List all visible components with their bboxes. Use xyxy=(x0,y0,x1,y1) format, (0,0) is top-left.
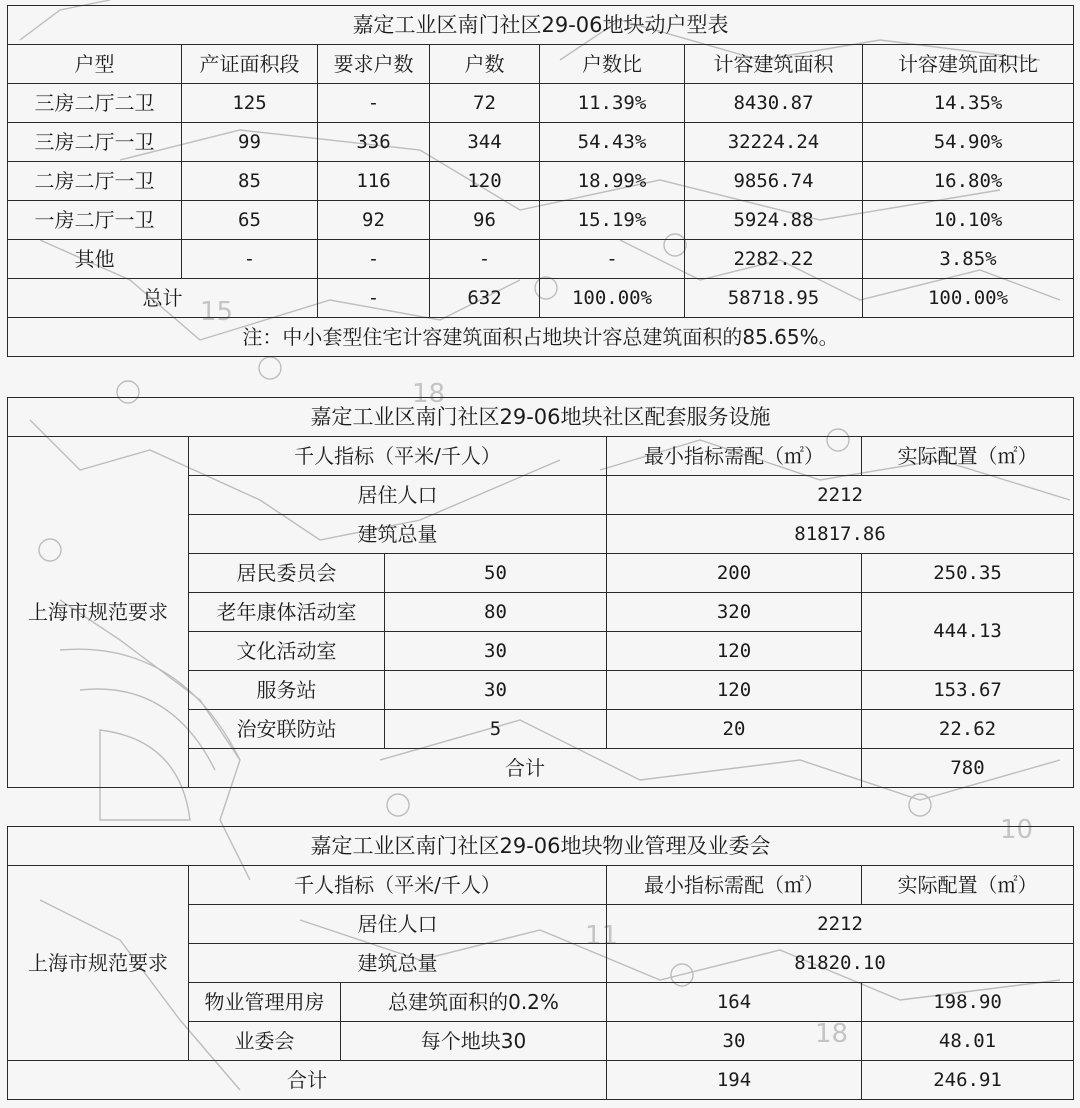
floor-area-value: 81817.86 xyxy=(607,515,1074,554)
floor-area-label: 建筑总量 xyxy=(189,944,607,983)
cell: 92 xyxy=(318,201,430,240)
cell: 20 xyxy=(607,710,862,749)
column-header: 实际配置（㎡） xyxy=(862,866,1074,905)
total-row xyxy=(8,279,1074,318)
group-label: 上海市规范要求 xyxy=(8,437,189,788)
facility-name: 老年康体活动室 xyxy=(189,593,385,632)
cell: 三房二厅二卫 xyxy=(8,84,182,123)
table-row xyxy=(8,240,1074,279)
cell: 54.90% xyxy=(863,123,1074,162)
cell: 5924.88 xyxy=(685,201,863,240)
cell: 153.67 xyxy=(862,671,1074,710)
property-management-table xyxy=(7,826,1074,1100)
cell: 85 xyxy=(182,162,318,201)
facility-name: 物业管理用房 xyxy=(189,983,341,1022)
cell: - xyxy=(430,240,540,279)
total-label: 合计 xyxy=(8,1061,607,1100)
cell: 32224.24 xyxy=(685,123,863,162)
column-header: 最小指标需配（㎡） xyxy=(607,437,862,476)
population-label: 居住人口 xyxy=(189,905,607,944)
cell: 632 xyxy=(430,279,540,318)
facility-name: 治安联防站 xyxy=(189,710,385,749)
cell: 总建筑面积的0.2% xyxy=(341,983,607,1022)
cell: 8430.87 xyxy=(685,84,863,123)
cell: 100.00% xyxy=(863,279,1074,318)
cell: 15.19% xyxy=(540,201,685,240)
cell: 16.80% xyxy=(863,162,1074,201)
column-header: 千人指标（平米/千人） xyxy=(189,866,607,905)
table-note: 注：中小套型住宅计容建筑面积占地块计容总建筑面积的85.65%。 xyxy=(8,318,1074,357)
cell: 164 xyxy=(607,983,862,1022)
total-label: 合计 xyxy=(189,749,862,788)
facility-name: 居民委员会 xyxy=(189,554,385,593)
cell: 65 xyxy=(182,201,318,240)
cell: 48.01 xyxy=(862,1022,1074,1061)
total-row xyxy=(8,1061,1074,1100)
cell: 120 xyxy=(607,671,862,710)
cell: 96 xyxy=(430,201,540,240)
cell: 125 xyxy=(182,84,318,123)
cell: 200 xyxy=(607,554,862,593)
column-header: 户型 xyxy=(8,45,182,84)
svg-text:10: 10 xyxy=(1000,815,1034,845)
facility-name: 服务站 xyxy=(189,671,385,710)
cell: 一房二厅一卫 xyxy=(8,201,182,240)
cell: 320 xyxy=(607,593,862,632)
cell: 246.91 xyxy=(862,1061,1074,1100)
cell: 58718.95 xyxy=(685,279,863,318)
cell: - xyxy=(318,84,430,123)
svg-text:15: 15 xyxy=(200,297,234,327)
column-header: 要求户数 xyxy=(318,45,430,84)
merged-actual-cell: 444.13 xyxy=(862,593,1074,671)
header-row xyxy=(8,45,1074,84)
cell: 每个地块30 xyxy=(341,1022,607,1061)
population-value: 2212 xyxy=(607,905,1074,944)
cell: 120 xyxy=(430,162,540,201)
cell: 三房二厅一卫 xyxy=(8,123,182,162)
floor-area-value: 81820.10 xyxy=(607,944,1074,983)
svg-text:11: 11 xyxy=(585,921,619,951)
group-label: 上海市规范要求 xyxy=(8,866,189,1061)
cell: 3.85% xyxy=(863,240,1074,279)
cell: 194 xyxy=(607,1061,862,1100)
cell: - xyxy=(318,279,430,318)
population-value: 2212 xyxy=(607,476,1074,515)
svg-text:18: 18 xyxy=(815,1019,849,1049)
cell: 198.90 xyxy=(862,983,1074,1022)
floor-area-label: 建筑总量 xyxy=(189,515,607,554)
facility-name: 文化活动室 xyxy=(189,632,385,671)
table-row xyxy=(8,84,1074,123)
column-header: 户数比 xyxy=(540,45,685,84)
table-row xyxy=(8,201,1074,240)
header-row xyxy=(8,866,1074,905)
population-label: 居住人口 xyxy=(189,476,607,515)
cell: 120 xyxy=(607,632,862,671)
facility-name: 业委会 xyxy=(189,1022,341,1061)
table-title: 嘉定工业区南门社区29-06地块物业管理及业委会 xyxy=(8,827,1074,866)
cell: 72 xyxy=(430,84,540,123)
cell: 50 xyxy=(385,554,607,593)
cell: 336 xyxy=(318,123,430,162)
cell: 54.43% xyxy=(540,123,685,162)
header-row xyxy=(8,437,1074,476)
column-header: 千人指标（平米/千人） xyxy=(189,437,607,476)
table-title: 嘉定工业区南门社区29-06地块动户型表 xyxy=(8,6,1074,45)
table-row xyxy=(8,123,1074,162)
table-row xyxy=(8,162,1074,201)
cell: 344 xyxy=(430,123,540,162)
cell: 780 xyxy=(862,749,1074,788)
cell: 80 xyxy=(385,593,607,632)
column-header: 计容建筑面积比 xyxy=(863,45,1074,84)
cell: 30 xyxy=(385,632,607,671)
cell: 5 xyxy=(385,710,607,749)
unit-type-table xyxy=(7,5,1074,357)
column-header: 户数 xyxy=(430,45,540,84)
cell: 116 xyxy=(318,162,430,201)
cell: 9856.74 xyxy=(685,162,863,201)
cell: 二房二厅一卫 xyxy=(8,162,182,201)
cell: 2282.22 xyxy=(685,240,863,279)
cell: - xyxy=(182,240,318,279)
cell: 11.39% xyxy=(540,84,685,123)
cell: 100.00% xyxy=(540,279,685,318)
cell: 18.99% xyxy=(540,162,685,201)
cell: 99 xyxy=(182,123,318,162)
column-header: 最小指标需配（㎡） xyxy=(607,866,862,905)
cell: 250.35 xyxy=(862,554,1074,593)
note-row xyxy=(8,318,1074,357)
cell: 其他 xyxy=(8,240,182,279)
column-header: 计容建筑面积 xyxy=(685,45,863,84)
cell: 22.62 xyxy=(862,710,1074,749)
cell: - xyxy=(540,240,685,279)
table-title: 嘉定工业区南门社区29-06地块社区配套服务设施 xyxy=(8,398,1074,437)
column-header: 产证面积段 xyxy=(182,45,318,84)
cell: 30 xyxy=(607,1022,862,1061)
cell: 14.35% xyxy=(863,84,1074,123)
cell: 30 xyxy=(385,671,607,710)
svg-text:18: 18 xyxy=(412,379,446,409)
community-facilities-table xyxy=(7,397,1074,788)
column-header: 实际配置（㎡） xyxy=(862,437,1074,476)
cell: - xyxy=(318,240,430,279)
total-label: 总计 xyxy=(8,279,318,318)
cell: 10.10% xyxy=(863,201,1074,240)
